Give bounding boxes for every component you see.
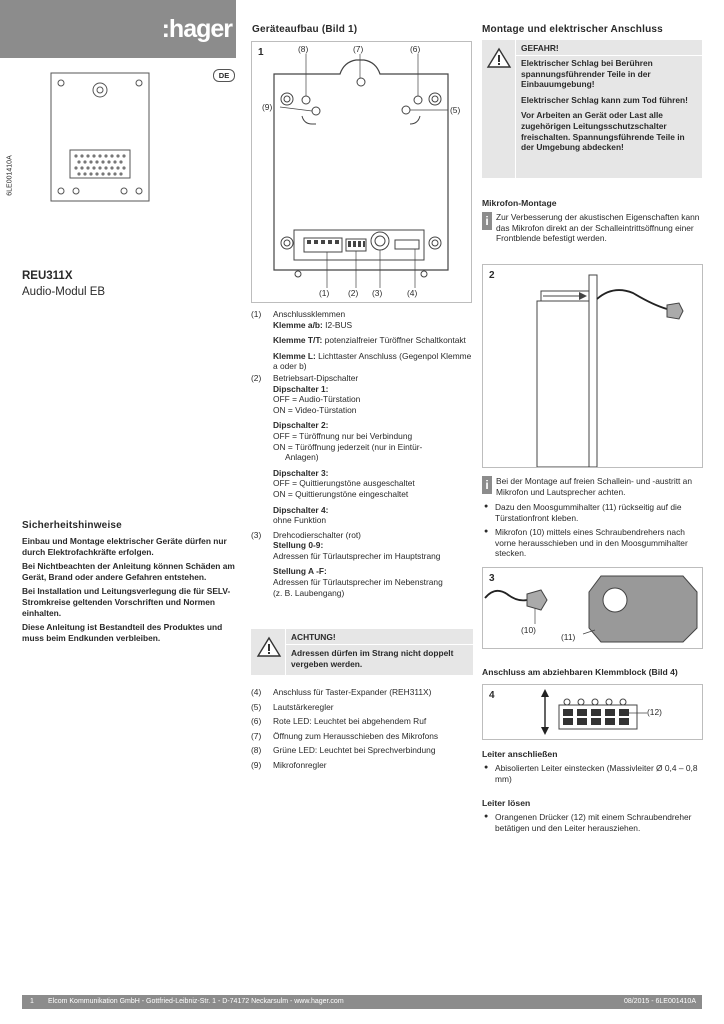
callout: (4) bbox=[407, 288, 418, 298]
safety-section bbox=[22, 520, 244, 643]
danger-text: Elektrischer Schlag bei Berühren spannungsführender Teile in der Einbauumgebung! Elektrischer Schlag kann zum Tod führen! Vor Arbeiten an Gerät oder Last alle zugehörigen Leitungsschutzschalter freischalten. Spannungsführende Teile in der Umgebung abdecken! bbox=[521, 58, 688, 153]
parts-item: (3) Drehcodierschalter (rot) Stellung 0-9: Adressen für Türlautsprecher im Hauptstrang Stellung A -F: Adressen für Türlautsprecher im Nebenstrang (z. B. Laubengang) bbox=[251, 529, 443, 598]
callout: (12) bbox=[647, 707, 662, 717]
footer-company: Elcom Kommunikation GmbH - Gottfried-Leibniz-Str. 1 - D-74172 Neckarsulm - www.hager.com bbox=[48, 998, 344, 1005]
device-parts-list-2 bbox=[251, 687, 473, 771]
figure-4-number: 4 bbox=[489, 690, 495, 701]
callout: (1) bbox=[319, 288, 330, 298]
product-name: Audio-Modul EB bbox=[22, 286, 106, 298]
parts-item: (1) Anschlussklemmen Klemme a/b: I2-BUS Klemme T/T: potenzialfreier Türöffner Schaltkontakt Klemme L: Lichttaster Anschluss (Gegenpol Klemme a oder b) bbox=[251, 309, 472, 372]
list-item: ● Dazu den Moosgummihalter (11) rückseitig auf die Türstationfront kleben. bbox=[482, 502, 702, 523]
page-number: 1 bbox=[30, 998, 34, 1005]
parts-item: (2) Betriebsart-Dipschalter Dipschalter 1: OFF = Audio-Türstation ON = Video-Türstation Dipschalter 2: OFF = Türöffnung nur bei Verbindung ON = Türöffnung jederzeit (nur in Eintür- Anlagen) Dipschalter 3: OFF = Quittierungstöne ausgeschaltet ON = Quittierungstöne eingeschaltet Dipschalter 4: ohne Funktion bbox=[251, 372, 423, 526]
parts-item: (6) Rote LED: Leuchtet bei abgehendem Ruf bbox=[251, 716, 427, 727]
figure-1 bbox=[251, 41, 472, 303]
language-badge: DE bbox=[213, 69, 235, 82]
list-item: ● Orangenen Drücker (12) mit einem Schraubendreher betätigen und den Leiter herausziehen. bbox=[482, 812, 702, 833]
safety-text: Bei Nichtbeachten der Anleitung können Schäden am Gerät, Brand oder andere Gefahren entstehen. bbox=[22, 561, 235, 582]
mounting-info-text: Bei der Montage auf freien Schallein- und -austritt an Mikrofon und Lautsprecher achten. bbox=[496, 476, 692, 497]
figure-4 bbox=[482, 684, 703, 740]
product-code: REU311X bbox=[22, 270, 73, 282]
mic-info-text: Zur Verbesserung der akustischen Eigenschaften kann das Mikrofon direkt an der Schalleintrittsöffnung einer Frontblende befestigt werden. bbox=[496, 212, 700, 244]
callout: (5) bbox=[450, 105, 461, 115]
info-icon: i bbox=[482, 212, 492, 230]
figure-3-number: 3 bbox=[489, 573, 495, 584]
callout: (2) bbox=[348, 288, 359, 298]
parts-item: (8) Grüne LED: Leuchtet bei Sprechverbindung bbox=[251, 745, 436, 756]
brand-logo: :hager bbox=[161, 15, 232, 43]
safety-text: Bei Installation und Leitungsverlegung die für SELV-Stromkreise geltenden Vorschriften und Normen einhalten. bbox=[22, 586, 231, 618]
parts-item: (9) Mikrofonregler bbox=[251, 759, 327, 770]
mic-mounting-title: Mikrofon-Montage bbox=[482, 198, 557, 208]
safety-text: Diese Anleitung ist Bestandteil des Produktes und muss beim Endkunden verbleiben. bbox=[22, 622, 223, 643]
connect-steps bbox=[482, 763, 702, 784]
figure-1-number: 1 bbox=[258, 47, 264, 58]
danger-title: GEFAHR! bbox=[521, 43, 559, 53]
parts-item: (4) Anschluss für Taster-Expander (REH311X) bbox=[251, 687, 432, 697]
device-parts-list bbox=[251, 309, 473, 598]
safety-text: Einbau und Montage elektrischer Geräte dürfen nur durch Elektrofachkräfte erfolgen. bbox=[22, 536, 227, 557]
doc-code-vertical: 6LE001410A bbox=[6, 155, 14, 196]
figure-3 bbox=[482, 567, 703, 649]
callout: (7) bbox=[353, 44, 364, 54]
list-item: ● Abisolierten Leiter einstecken (Massivleiter Ø 0,4 – 0,8 mm) bbox=[482, 763, 702, 784]
release-steps bbox=[482, 812, 702, 833]
connect-title: Leiter anschließen bbox=[482, 749, 558, 759]
attention-box bbox=[251, 629, 473, 675]
footer-bar bbox=[22, 995, 702, 1009]
release-title: Leiter lösen bbox=[482, 798, 531, 808]
callout: (11) bbox=[561, 632, 576, 642]
attention-title: ACHTUNG! bbox=[291, 632, 336, 642]
callout: (9) bbox=[262, 102, 273, 112]
callout: (10) bbox=[521, 625, 536, 635]
callout: (6) bbox=[410, 44, 421, 54]
parts-item: (7) Öffnung zum Herausschieben des Mikrofons bbox=[251, 730, 439, 741]
list-item: ● Mikrofon (10) mittels eines Schraubendrehers nach vorne herausschieben und in den Moosgummihalter stecken. bbox=[482, 527, 702, 559]
mounting-title: Montage und elektrischer Anschluss bbox=[482, 24, 663, 35]
callout: (8) bbox=[298, 44, 309, 54]
parts-item: (5) Lautstärkeregler bbox=[251, 701, 334, 712]
device-layout-title: Geräteaufbau (Bild 1) bbox=[252, 24, 358, 35]
figure-2 bbox=[482, 264, 703, 468]
terminal-title: Anschluss am abziehbaren Klemmblock (Bild 4) bbox=[482, 667, 678, 677]
footer-date-code: 08/2015 - 6LE001410A bbox=[623, 998, 696, 1005]
warning-icon bbox=[256, 636, 282, 658]
attention-text: Adressen dürfen im Strang nicht doppelt vergeben werden. bbox=[291, 648, 454, 669]
info-icon: i bbox=[482, 476, 492, 494]
safety-title: Sicherheitshinweise bbox=[22, 520, 122, 531]
danger-box bbox=[482, 40, 702, 178]
mounting-steps bbox=[482, 502, 702, 559]
callout: (3) bbox=[372, 288, 383, 298]
device-drawing bbox=[50, 72, 150, 202]
figure-2-number: 2 bbox=[489, 270, 495, 281]
warning-icon bbox=[486, 47, 512, 69]
